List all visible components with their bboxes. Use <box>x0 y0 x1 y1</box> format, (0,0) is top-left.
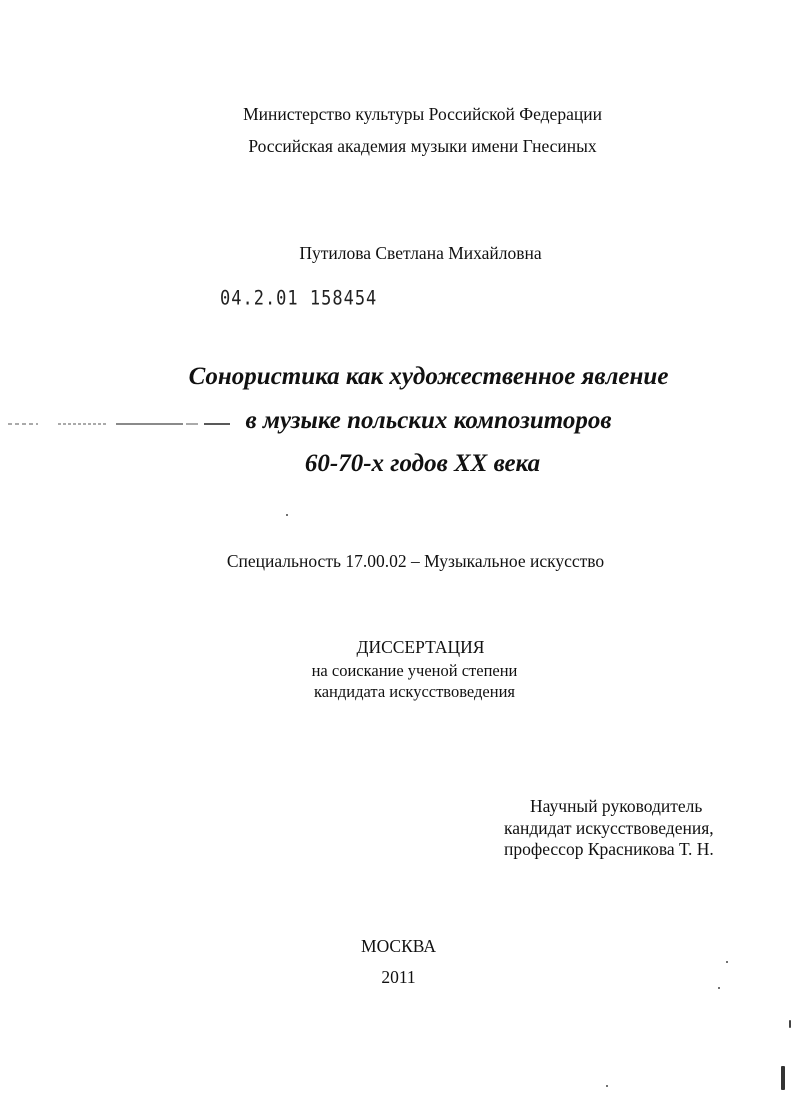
degree-line-2: кандидата искусствоведения <box>313 682 516 701</box>
scan-speck <box>606 1085 608 1087</box>
year: 2011 <box>381 967 416 987</box>
scan-speck <box>726 961 728 963</box>
academy-heading: Российская академия музыки имени Гнесиных <box>248 136 597 156</box>
scan-speck <box>286 514 288 516</box>
supervisor-line-2: кандидат искусствоведения, <box>504 817 714 838</box>
degree-line-1: на соискание ученой степени <box>311 661 518 680</box>
specialty-line: Специальность 17.00.02 – Музыкальное искусство <box>226 551 605 571</box>
title-line-2: в музыке польских композиторов <box>245 407 612 434</box>
scan-speck <box>718 987 720 989</box>
scan-speck <box>789 1020 791 1028</box>
supervisor-block <box>504 796 714 861</box>
ministry-heading: Министерство культуры Российской Федерации <box>243 104 602 124</box>
title-line-1: Сонористика как художественное явление <box>188 363 669 390</box>
scan-speck <box>781 1066 785 1090</box>
supervisor-line-1: Научный руководитель <box>530 796 703 816</box>
title-line-3: 60-70-х годов XX века <box>304 450 541 477</box>
city: МОСКВА <box>361 936 436 956</box>
supervisor-line-3: профессор Красникова Т. Н. <box>504 839 714 859</box>
author-name: Путилова Светлана Михайловна <box>299 243 542 263</box>
registration-stamp: 04.2.01 158454 <box>220 287 378 310</box>
dissertation-heading: ДИССЕРТАЦИЯ <box>356 637 485 657</box>
